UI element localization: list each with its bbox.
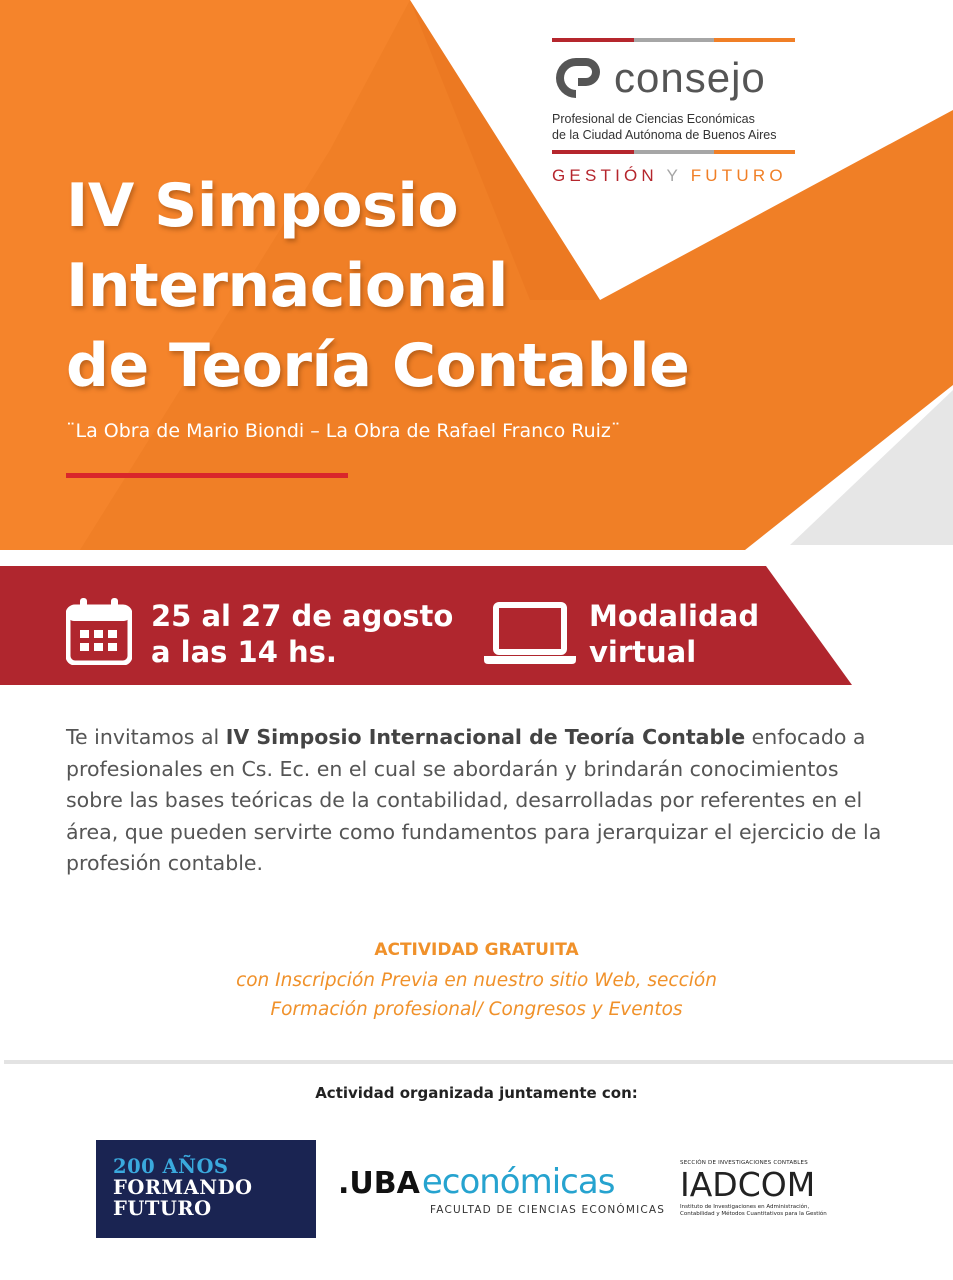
page-subtitle: ¨La Obra de Mario Biondi – La Obra de Rafael Franco Ruiz¨	[66, 420, 621, 442]
intro-highlight: IV Simposio Internacional de Teoría Contable	[225, 725, 746, 749]
anniversary-line-1: 200 AÑOS	[113, 1155, 229, 1178]
iadcom-name: IADCOM	[680, 1165, 816, 1204]
logo-tagline-2: de la Ciudad Autónoma de Buenos Aires	[552, 128, 777, 142]
invitation-paragraph	[66, 722, 896, 880]
iadcom-desc-2: Contabilidad y Métodos Cuantitativos para la Gestión	[680, 1211, 827, 1217]
logo-tagline-1: Profesional de Ciencias Económicas	[552, 112, 755, 126]
iadcom-desc-1: Instituto de Investigaciones en Administración,	[680, 1204, 810, 1210]
uba-faculty: FACULTAD DE CIENCIAS ECONÓMICAS	[430, 1204, 666, 1216]
uba-name: económicas	[421, 1162, 615, 1202]
logo-brand-name: consejo	[614, 54, 766, 101]
date-line-1: 25 al 27 de agosto	[151, 599, 454, 633]
laptop-icon	[484, 602, 576, 666]
iadcom-section: SECCIÓN DE INVESTIGACIONES CONTABLES	[680, 1160, 808, 1166]
mode-line-1: Modalidad	[589, 599, 760, 633]
activity-line-2: Formación profesional/ Congresos y Eventos	[270, 999, 683, 1020]
consejo-c-icon	[552, 55, 600, 101]
title-underline	[66, 473, 348, 478]
anniversary-logo	[96, 1140, 316, 1238]
intro-rest: enfocado a profesionales en Cs. Ec. en el cual se abordarán y brindarán conocimientos sobre las bases teóricas de la contabilidad, desarrolladas por referentes en el área, que pueden servirte como fundamentos para jerarquizar el ejercicio de la profesión contable.	[66, 725, 882, 875]
motto-y: Y	[666, 166, 682, 185]
consejo-logo	[552, 38, 795, 186]
intro-text: Te invitamos al	[66, 725, 226, 749]
motto-gestion: GESTIÓN	[552, 166, 658, 185]
date-line-2: a las 14 hs.	[151, 635, 337, 669]
page-title	[66, 166, 786, 406]
title-line-1: IV Simposio	[66, 171, 459, 241]
anniversary-line-3: FUTURO	[113, 1197, 212, 1220]
uba-economicas-logo	[338, 1162, 666, 1216]
footer-divider	[4, 1060, 953, 1064]
event-mode	[589, 598, 759, 670]
activity-title: ACTIVIDAD GRATUITA	[374, 940, 579, 960]
uba-prefix: .UBA	[338, 1166, 420, 1201]
motto-futuro: FUTURO	[690, 166, 787, 185]
title-line-3: de Teoría Contable	[66, 331, 690, 401]
calendar-icon	[66, 597, 132, 665]
event-date	[151, 598, 453, 670]
iadcom-logo	[680, 1160, 830, 1218]
anniversary-line-2: FORMANDO	[113, 1176, 253, 1199]
organizers-label: Actividad organizada juntamente con:	[315, 1084, 638, 1102]
activity-line-1: con Inscripción Previa en nuestro sitio Web, sección	[236, 970, 717, 991]
mode-line-2: virtual	[589, 635, 697, 669]
title-line-2: Internacional	[66, 251, 508, 321]
logo-top-bar	[552, 38, 795, 42]
logo-bottom-bar	[552, 150, 795, 154]
